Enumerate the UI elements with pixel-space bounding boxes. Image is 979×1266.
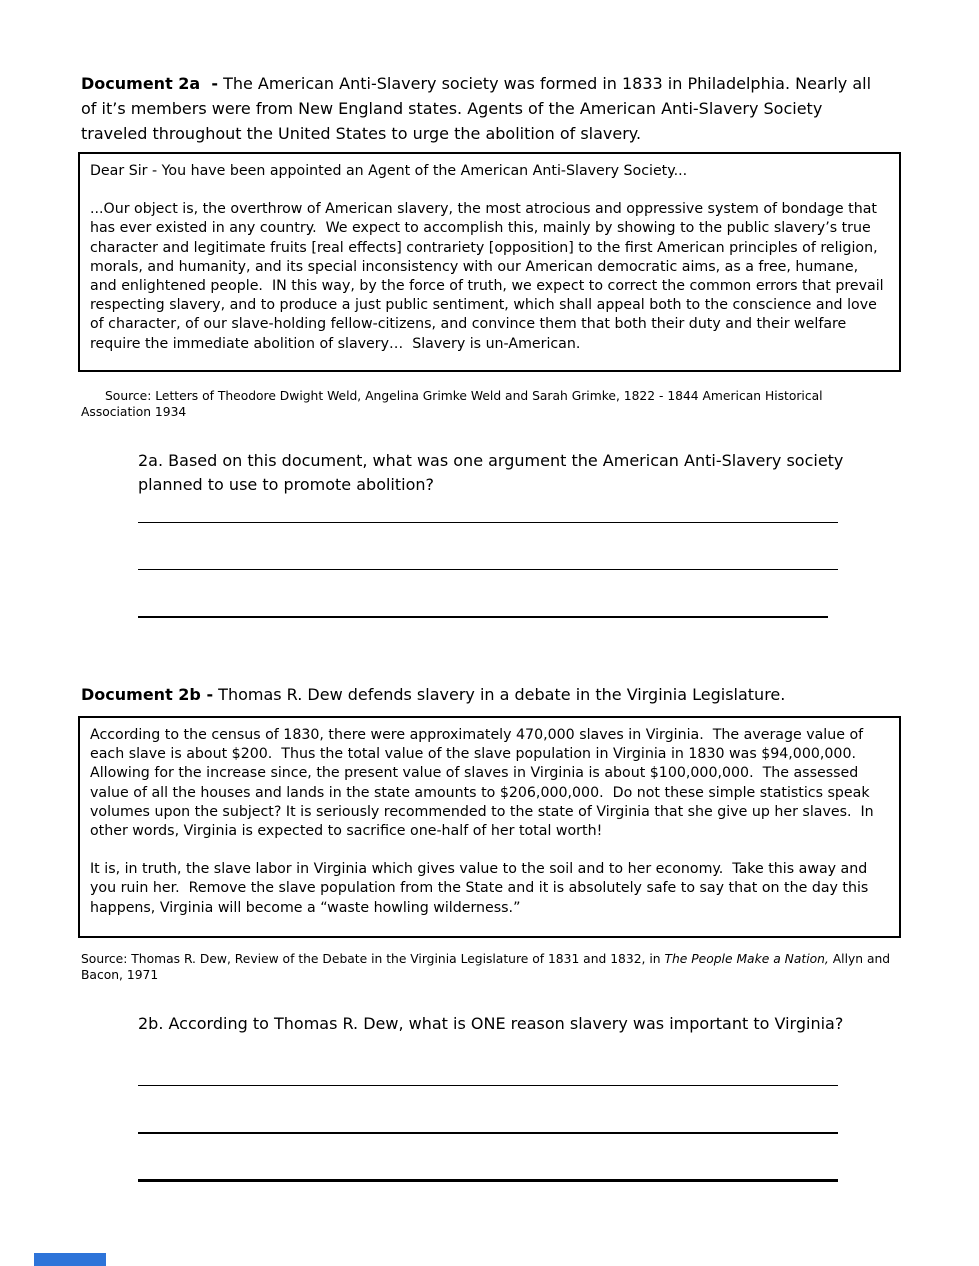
document-2a-excerpt-paragraph-2: ...Our object is, the overthrow of American slavery, the most atrocious and oppressive system of bondage that has ever existed in any country. We expect to accomplish this, mainly by showing to the public slavery’s true character and legitimate fruits [real effects] contrariety [opposition] to the first American principles of religion, morals, and humanity, and its special inconsistency with our American democratic aims, as a free, humane, and enlightened people. IN this way, by the force of truth, we expect to correct the common errors that prevail respecting slavery, and to produce a just public sentiment, which shall appeal both to the conscience and love of character, of our slave-holding fellow-citizens, and convince them that both their duty and their welfare require the immediate abolition of slavery… Slavery is un-American. (90, 201, 889, 352)
document-2b-heading (81, 682, 881, 707)
document-2a-quote-box (78, 152, 901, 372)
question-2b-text: 2b. According to Thomas R. Dew, what is ONE reason slavery was important to Virginia? (138, 1014, 844, 1033)
answer-line (138, 1085, 838, 1086)
document-2a-heading (81, 71, 881, 146)
answer-line (138, 569, 838, 570)
page-footer-blue-bar (34, 1253, 106, 1266)
document-2a-intro: The American Anti-Slavery society was formed in 1833 in Philadelphia. Nearly all of it’s members were from New England states. Agents of the American Anti-Slavery Society traveled throughout the United States to urge the abolition of slavery. (81, 74, 877, 143)
source-2b-prefix: Source: Thomas R. Dew, Review of the Debate in the Virginia Legislature of 1831 and 1832, in (81, 952, 665, 967)
answer-line (138, 616, 828, 618)
document-2b-excerpt-paragraph-1: According to the census of 1830, there were approximately 470,000 slaves in Virginia. The average value of each slave is about $200. Thus the total value of the slave population in Virginia in 1830 was $94,000,000. Allowing for the increase since, the present value of slaves in Virginia is about $100,000,000. The assessed value of all the houses and lands in the state amounts to $206,000,000. Do not these simple statistics speak volumes upon the subject? It is seriously recommended to the state of Virginia that she give up her slaves. In other words, Virginia is expected to sacrifice one-half of her total worth! (90, 727, 879, 840)
document-2a-excerpt-paragraph-1: Dear Sir - You have been appointed an Agent of the American Anti-Slavery Society... (90, 163, 688, 179)
answer-line (138, 522, 838, 523)
document-2b-label: Document 2b - (81, 685, 214, 704)
document-2b-excerpt-paragraph-2: It is, in truth, the slave labor in Virginia which gives value to the soil and to her economy. Take this away and you ruin her. Remove the slave population from the State and it is absolutely safe to say that on the day this happens, Virginia will become a “waste howling wilderness.” (90, 861, 873, 916)
document-2a-label: Document 2a - (81, 74, 218, 93)
answer-line (138, 1132, 838, 1134)
document-2b-quote-box (78, 716, 901, 938)
source-2b-suffix: Allyn and Bacon, 1971 (81, 952, 895, 982)
source-2b-book-title: The People Make a Nation, (664, 952, 829, 967)
question-2a-text: 2a. Based on this document, what was one argument the American Anti-Slavery society planned to use to promote abolition? (138, 451, 849, 494)
document-2b-intro: Thomas R. Dew defends slavery in a debate in the Virginia Legislature. (213, 685, 786, 704)
document-2a-source-citation: Source: Letters of Theodore Dwight Weld, Angelina Grimke Weld and Sarah Grimke, 1822 - 1844 American Historical Association 1934 (81, 389, 827, 419)
answer-line (138, 1179, 838, 1182)
document-2b-source-citation (81, 952, 893, 983)
